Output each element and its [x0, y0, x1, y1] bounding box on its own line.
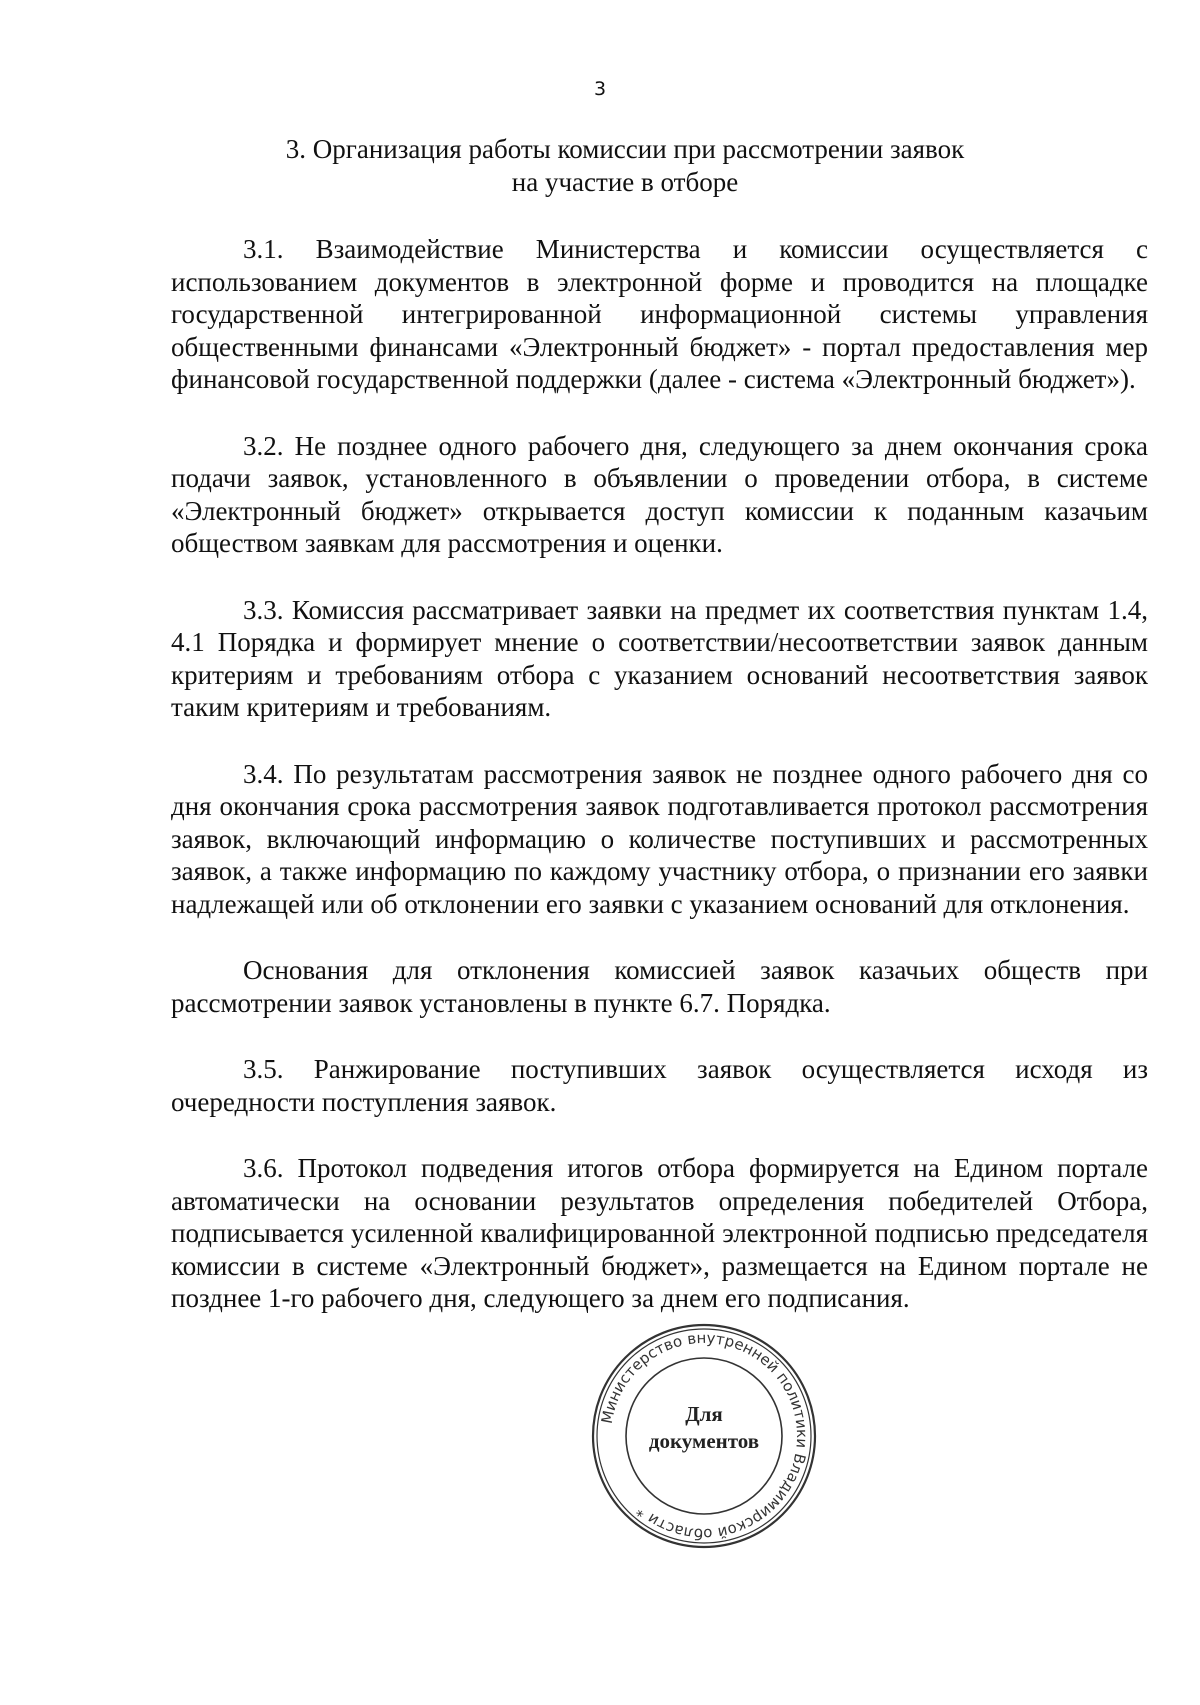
section-heading: [150, 133, 1100, 199]
official-stamp: [589, 1321, 819, 1551]
section-heading-line-1: 3. Организация работы комиссии при рассмотрении заявок: [285, 134, 965, 164]
paragraph-3-1: 3.1. Взаимодействие Министерства и комиссии осуществляется с использованием документов в электронной форме и проводится на площадке государственной интегрированной информационной системы управления общественными финансами «Электронный бюджет» - портал предоставления мер финансовой государственной поддержки (далее - система «Электронный бюджет»).: [171, 234, 1148, 394]
stamp-center-line-1: Для: [685, 1402, 723, 1426]
paragraph-3-2: 3.2. Не позднее одного рабочего дня, следующего за днем окончания срока подачи заявок, установленного в объявлении о проведении отбора, в системе «Электронный бюджет» открывается доступ комиссии к поданным казачьим обществом заявкам для рассмотрения и оценки.: [171, 430, 1148, 558]
stamp-center-text: [589, 1401, 819, 1455]
paragraph-rejection-grounds: Основания для отклонения комиссией заявок казачьих обществ при рассмотрении заявок установлены в пункте 6.7. Порядка.: [171, 955, 1148, 1018]
paragraph-3-4: 3.4. По результатам рассмотрения заявок не позднее одного рабочего дня со дня окончания срока рассмотрения заявок подготавливается протокол рассмотрения заявок, включающий информацию о количестве поступивших и рассмотренных заявок, а также информацию по каждому участнику отбора, о признании его заявки надлежащей или об отклонении его заявки с указанием оснований для отклонения.: [171, 758, 1148, 919]
stamp-ring-text-path: Министерство внутренней политики Владимирской области *: [597, 1328, 812, 1544]
stamp-center-line-2: документов: [648, 1429, 760, 1453]
paragraph-3-5: 3.5. Ранжирование поступивших заявок осуществляется исходя из очередности поступления заявок.: [171, 1054, 1148, 1117]
paragraph-3-6: 3.6. Протокол подведения итогов отбора формируется на Едином портале автоматически на основании результатов определения победителей Отбора, подписывается усиленной квалифицированной электронной подписью председателя комиссии в системе «Электронный бюджет», размещается на Едином портале не позднее 1-го рабочего дня, следующего за днем его подписания.: [171, 1153, 1148, 1313]
document-body: [171, 233, 1148, 1349]
section-heading-line-2: на участие в отборе: [511, 167, 739, 197]
paragraph-3-3: 3.3. Комиссия рассматривает заявки на предмет их соответствия пунктам 1.4, 4.1 Порядка и формирует мнение о соответствии/несоответствии заявок данным критериям и требованиям отбора с указанием оснований несоответствия заявок таким критериям и требованиям.: [171, 594, 1148, 722]
page-number: 3: [593, 78, 607, 100]
